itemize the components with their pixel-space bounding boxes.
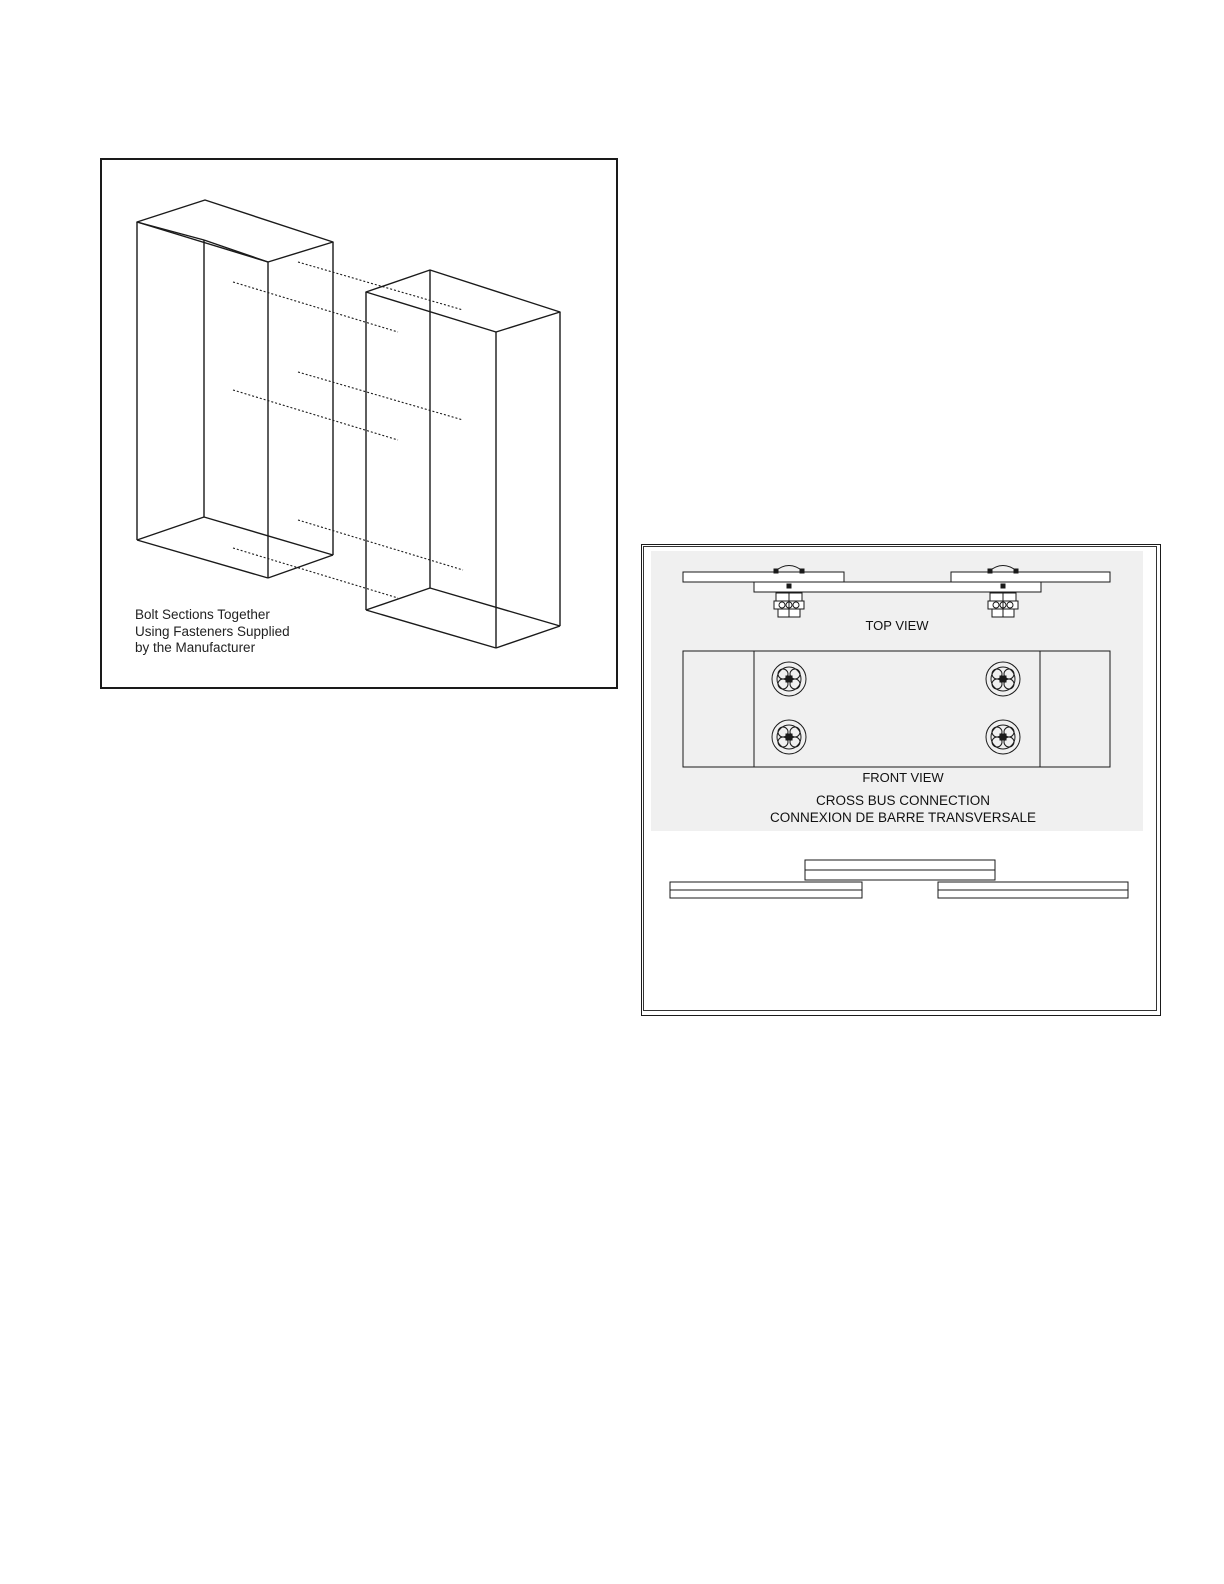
right-enclosure-section (366, 270, 560, 648)
cross-bus-connection-figure (641, 544, 1161, 1016)
bolt-bottom-left (772, 720, 806, 754)
front-view-label: FRONT VIEW (862, 770, 944, 785)
caption-line-1: Bolt Sections Together (135, 607, 270, 622)
bus-profile-drawing (670, 860, 1128, 898)
left-nut-stack (774, 593, 804, 617)
profile-splice-bottom (805, 870, 995, 880)
profile-splice-top (805, 860, 995, 870)
bolt-bottom-right (986, 720, 1020, 754)
bolt-top-left (772, 662, 806, 696)
right-bus-bar (951, 572, 1110, 582)
front-view-drawing (683, 651, 1110, 767)
profile-left-bar-top (670, 882, 862, 890)
right-nut-stack (988, 593, 1018, 617)
figure-title-french: CONNEXION DE BARRE TRANSVERSALE (769, 810, 1037, 825)
left-bus-bar (683, 572, 844, 582)
figure-title-english: CROSS BUS CONNECTION (815, 793, 991, 808)
bolt-top-right (986, 662, 1020, 696)
profile-right-bar-bottom (938, 890, 1128, 898)
top-view-label: TOP VIEW (865, 618, 929, 633)
profile-left-bar-bottom (670, 890, 862, 898)
profile-right-bar-top (938, 882, 1128, 890)
bolt-sections-figure (100, 158, 618, 689)
figure-caption (135, 607, 290, 657)
splice-plate (754, 582, 1041, 592)
caption-line-3: by the Manufacturer (135, 640, 256, 655)
caption-line-2: Using Fasteners Supplied (135, 623, 290, 639)
